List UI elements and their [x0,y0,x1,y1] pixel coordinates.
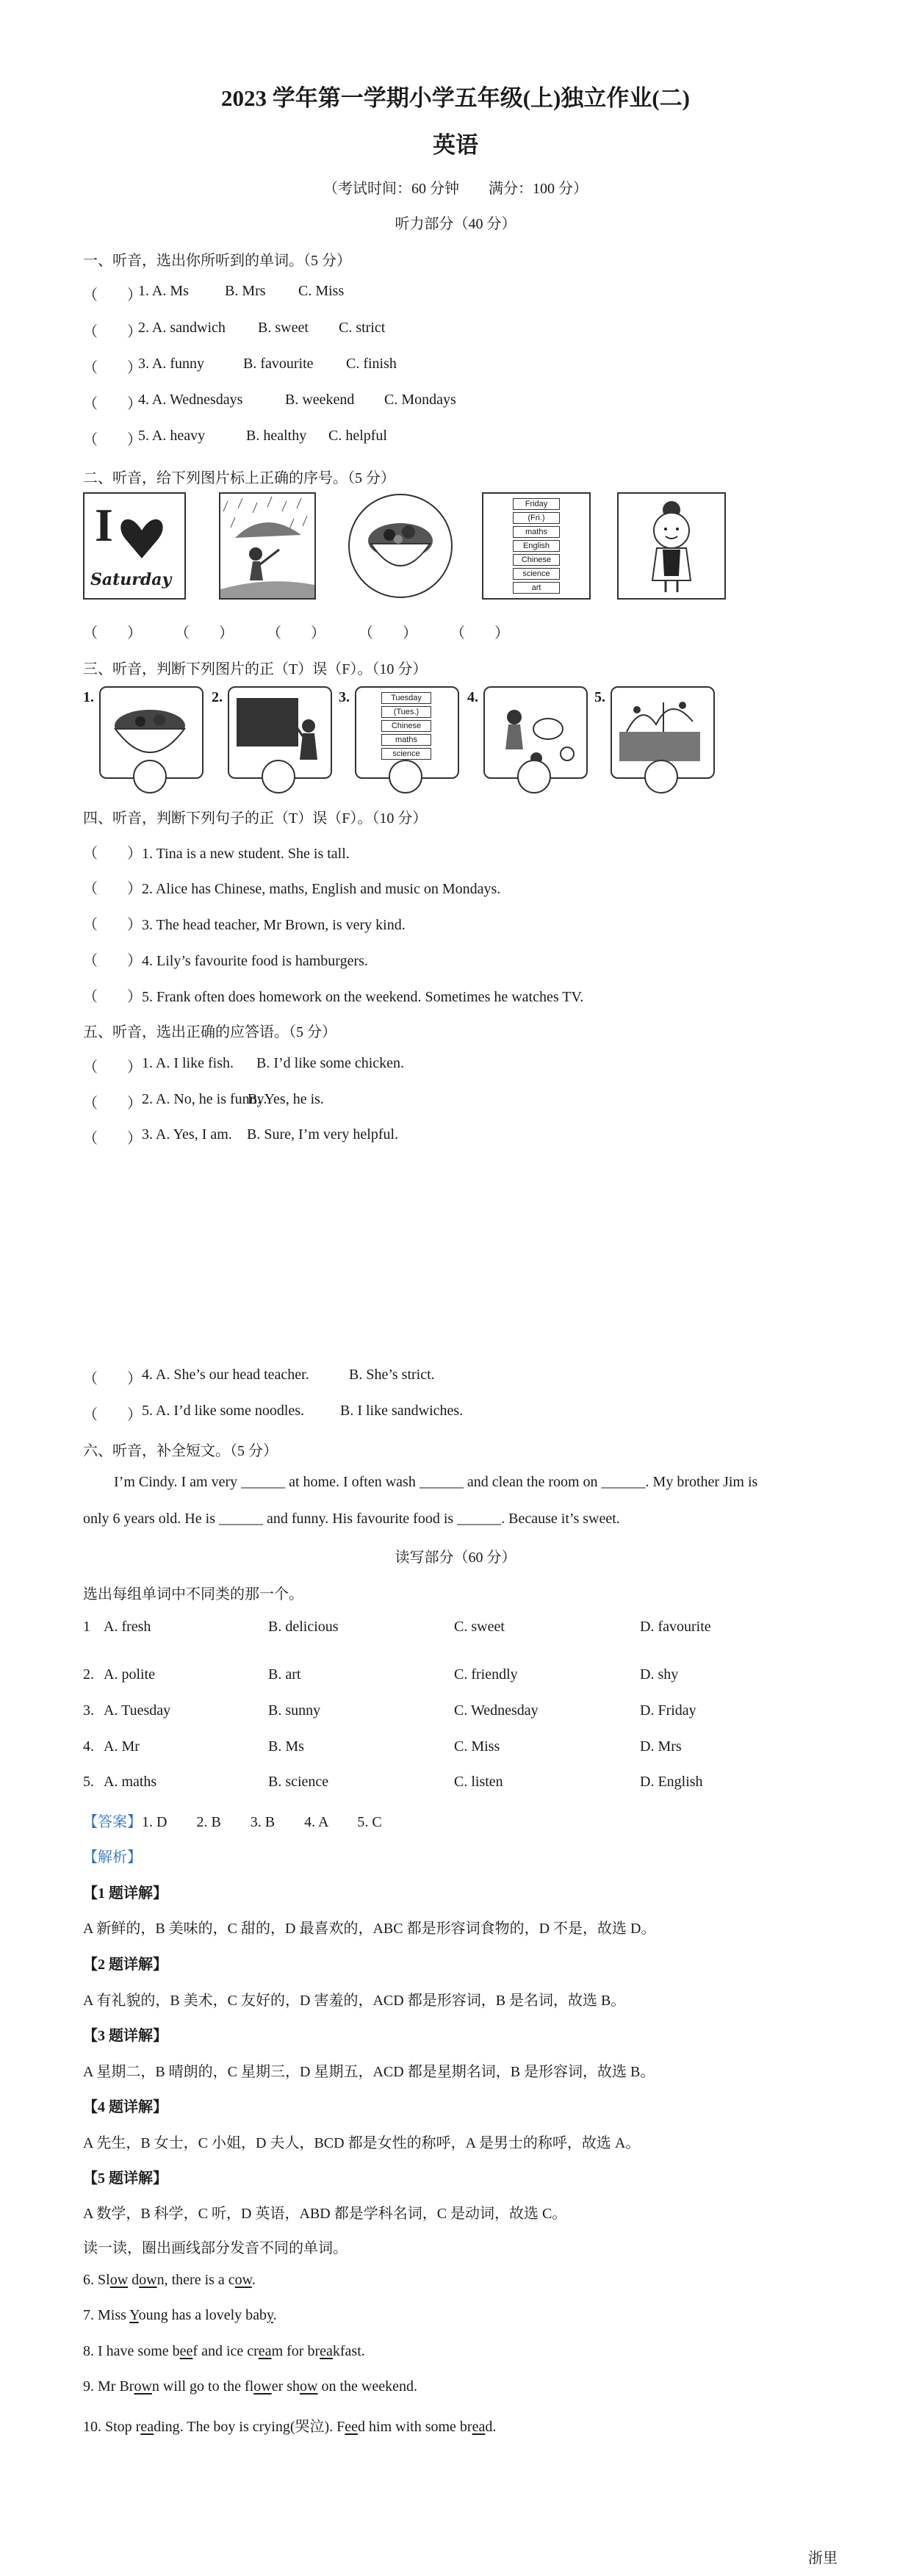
timetable-cell: science [381,748,431,760]
section1-question [83,428,744,449]
option-c: C. Mondays [384,392,456,408]
sentence-7: 7. Miss Young has a lovely baby. [83,2307,277,2323]
row-number: 5. [83,1774,94,1790]
row-number: 4. [83,1738,94,1755]
footer-text: 浙里 [808,2550,838,2566]
option-b: B. weekend [285,392,355,408]
option-a: 4. A. She’s our head teacher. [142,1367,309,1383]
answer-line [83,1810,382,1831]
page-title: 2023 学年第一学期小学五年级(上)独立作业(二) [220,85,691,111]
option-a: A. maths [104,1774,157,1790]
row-number: 3. [83,1702,94,1719]
option-a: 2. A. No, he is funny. [142,1091,267,1107]
timetable-cell: Friday [513,498,560,510]
section1-heading: 一、听音，选出你所听到的单词。（5 分） [83,253,351,269]
option-d: D. Mrs [640,1738,682,1755]
picture-food-bowl [345,492,455,600]
timetable-cell: (Fri.) [513,512,560,524]
sentence-9: 9. Mr Brown will go to the flower show on the weekend. [83,2378,417,2395]
answer-paren: （ ） [83,1131,142,1147]
option-b: B. I like sandwiches. [340,1403,464,1419]
answer-paren: （ ） [175,625,234,641]
section6-passage-line1: I’m Cindy. I am very ______ at home. I often wash ______ and clean the room on ______. My brother Jim is [114,1474,758,1490]
card-number: 3. [339,689,350,705]
section4-question [83,841,350,863]
answer-circle[interactable] [644,760,678,794]
option-d: D. Friday [640,1702,696,1719]
exam-info: （考试时间：60 分钟 满分：100 分） [323,181,588,197]
answer-label: 【答案】 [83,1814,142,1830]
option-c: C. Miss [454,1738,500,1755]
section4-question [83,877,500,898]
option-b: B. Mrs [225,283,266,299]
detail-text: A 星期二，B 晴朗的，C 星期三，D 星期五，ACD 都是星期名词，B 是形容词，故选 B。 [83,2064,655,2080]
option-b: B. She’s strict. [349,1367,435,1383]
reading-instruction: 选出每组单词中不同类的那一个。 [83,1586,303,1602]
answer-paren: （ ） [83,989,142,1005]
picture-friday-timetable [482,492,591,600]
option-a: A. fresh [104,1619,151,1635]
section6-passage-line2: only 6 years old. He is ______ and funny. His favourite food is ______. Because it’s sweet. [83,1511,620,1527]
detail-label: 【2 题详解】 [83,1957,168,1973]
answer-paren: （ ） [83,432,142,448]
option-a: A. Mr [104,1738,140,1755]
option-c: C. Wednesday [454,1702,539,1719]
option-c: C. finish [346,356,397,372]
option-c: C. Miss [298,283,345,299]
answer-paren: （ ） [450,625,509,641]
option-b: B. Ms [268,1738,304,1755]
answer-paren: （ ） [83,953,142,969]
option-b: B. delicious [268,1619,339,1635]
statement: 3. The head teacher, Mr Brown, is very kind. [142,917,406,933]
section5-question [83,1403,744,1424]
option-a: A. polite [104,1666,155,1683]
option-b: B. favourite [243,356,314,372]
option-b: B. sweet [258,320,309,336]
statement: 2. Alice has Chinese, maths, English and music on Mondays. [142,881,501,897]
detail-label: 【4 题详解】 [83,2099,168,2115]
answer-circle[interactable] [517,760,551,794]
section1-question [83,356,744,377]
answer-paren: （ ） [83,881,142,897]
option-d: D. favourite [640,1619,711,1635]
timetable-cell: Chinese [513,554,560,566]
reading-instruction2: 读一读，圈出画线部分发音不同的单词。 [83,2240,348,2256]
card-number: 1. [83,689,94,705]
option-a: 3. A. Yes, I am. [142,1126,232,1143]
answer-paren: （ ） [83,1407,142,1423]
listening-part-title: 听力部分（40 分） [395,216,516,232]
section5-question [83,1367,744,1388]
option-a: 1. A. I like fish. [142,1055,234,1071]
timetable-cell: art [513,582,560,594]
section1-question [83,283,744,304]
answer-paren: （ ） [359,625,417,641]
timetable-cell: (Tues.) [381,706,431,718]
answer-paren: （ ） [83,1371,142,1387]
section2-heading: 二、听音，给下列图片标上正确的序号。（5 分） [83,470,395,486]
section4-heading: 四、听音，判断下列句子的正（T）误（F）。（10 分） [83,810,428,827]
option-b: B. Sure, I’m very helpful. [247,1126,399,1143]
detail-label: 【5 题详解】 [83,2170,168,2187]
option-d: D. English [640,1774,703,1790]
tf-picture-card [594,683,718,794]
option-a: 5. A. heavy [138,428,206,444]
option-a: 3. A. funny [138,356,204,372]
timetable-cell: Tuesday [381,692,431,704]
option-a: 5. A. I’d like some noodles. [142,1403,305,1419]
card-number: 4. [467,689,478,705]
section5-question [83,1126,744,1148]
card-number: 2. [212,689,223,705]
sentence-10: 10. Stop reading. The boy is crying(哭泣). Feed him with some bread. [83,2419,497,2435]
timetable-cell: maths [513,526,560,538]
section5-question [83,1091,744,1112]
answer-paren: （ ） [83,1095,142,1112]
option-b: B. sunny [268,1702,321,1719]
detail-text: A 数学，B 科学，C 听，D 英语，ABD 都是学科名词，C 是动词，故选 C。 [83,2206,567,2222]
answer-paren: （ ） [83,625,142,641]
saturday-text: Saturday [90,570,172,589]
option-b: B. science [268,1774,329,1790]
section6-heading: 六、听音，补全短文。（5 分） [83,1443,278,1459]
reading-part-title: 读写部分（60 分） [395,1550,516,1566]
subject-title: 英语 [433,132,478,158]
option-a: 4. A. Wednesdays [138,392,243,408]
sentence-8: 8. I have some beef and ice cream for breakfast. [83,2343,365,2359]
timetable-cell: science [513,568,560,580]
statement: 5. Frank often does homework on the weekend. Sometimes he watches TV. [142,989,584,1005]
answer-paren: （ ） [83,1059,142,1076]
svg-text:I: I [95,499,113,551]
statement: 4. Lily’s favourite food is hamburgers. [142,953,368,969]
statement: 1. Tina is a new student. She is tall. [142,846,350,862]
answer-paren: （ ） [267,625,325,641]
answer-paren: （ ） [83,846,142,862]
answer-paren: （ ） [83,360,142,376]
option-d: D. shy [640,1666,679,1683]
option-b: B. art [268,1666,301,1683]
section4-question [83,985,583,1006]
detail-label: 【3 题详解】 [83,2028,168,2044]
section3-heading: 三、听音，判断下列图片的正（T）误（F）。（10 分） [83,661,428,677]
analysis-label: 【解析】 [83,1849,142,1866]
answer-circle[interactable] [389,760,422,794]
row-number: 2. [83,1666,94,1683]
timetable-cell: English [513,540,560,552]
option-c: C. helpful [328,428,387,444]
section4-question [83,949,368,970]
timetable-cell: Chinese [381,720,431,732]
picture-boy-in-rain [219,492,316,600]
tf-picture-card [83,683,206,794]
detail-label: 【1 题详解】 [83,1885,168,1902]
tf-picture-card [467,683,591,794]
option-c: C. friendly [454,1666,518,1683]
option-a: 2. A. sandwich [138,320,226,336]
detail-text: A 先生，B 女士，C 小姐，D 夫人，BCD 都是女性的称呼，A 是男士的称呼，故选 A。 [83,2135,641,2151]
picture-i-love-saturday [83,492,186,600]
picture-girl [617,492,726,600]
tf-picture-card [212,683,335,794]
card-number: 5. [594,689,605,705]
answer-circle[interactable] [262,760,295,794]
row-number: 1 [83,1619,90,1635]
answer-circle[interactable] [133,760,167,794]
option-a: 1. A. Ms [138,283,189,299]
section5-heading: 五、听音，选出正确的应答语。（5 分） [83,1024,336,1040]
option-b: B. healthy [246,428,307,444]
option-b: B. I’d like some chicken. [256,1055,405,1071]
option-a: A. Tuesday [104,1702,171,1719]
answer-paren: （ ） [83,287,142,303]
answer-paren: （ ） [83,917,142,933]
option-c: C. sweet [454,1619,505,1635]
option-c: C. strict [339,320,386,336]
tf-picture-card [339,683,462,794]
section4-question [83,913,406,934]
option-b: B. Yes, he is. [248,1091,324,1107]
section5-question [83,1055,744,1076]
timetable-cell: maths [381,734,431,746]
section1-question [83,392,744,413]
answer-paren: （ ） [83,396,142,412]
option-c: C. listen [454,1774,503,1790]
detail-text: A 新鲜的，B 美味的，C 甜的，D 最喜欢的，ABC 都是形容词食物的，D 不是，故选 D。 [83,1921,656,1937]
detail-text: A 有礼貌的，B 美术，C 友好的，D 害羞的，ACD 都是形容词，B 是名词，故选 B。 [83,1993,626,2009]
answer-paren: （ ） [83,324,142,340]
sentence-6: 6. Slow down, there is a cow. [83,2272,256,2288]
answer-values: 1. D 2. B 3. B 4. A 5. C [142,1814,382,1830]
section1-question [83,320,744,341]
